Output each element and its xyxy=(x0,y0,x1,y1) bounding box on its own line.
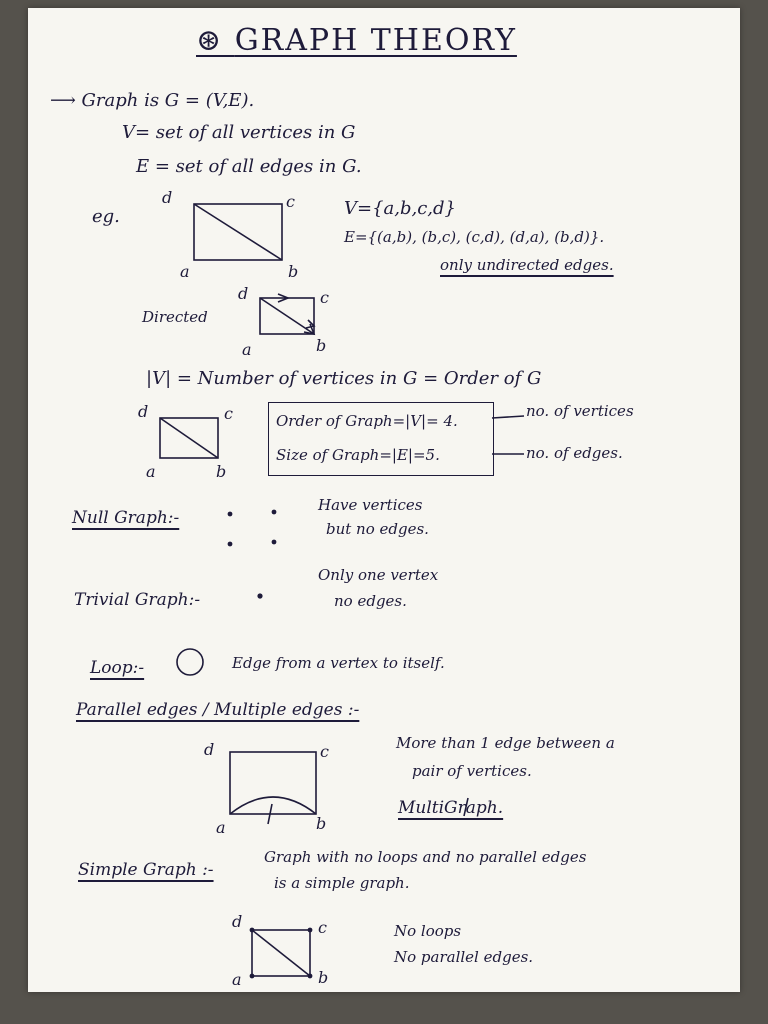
trivial-graph-label: Trivial Graph:- xyxy=(74,590,201,610)
parallel-desc-1: More than 1 edge between a xyxy=(396,734,615,752)
edge-set: E={(a,b), (b,c), (c,d), (d,a), (b,d)}. xyxy=(344,228,605,246)
vertex-label-d: d xyxy=(162,188,173,207)
vertex-label-d: d xyxy=(238,284,249,303)
null-graph-label: Null Graph:- xyxy=(72,508,180,528)
vertex-label-b: b xyxy=(316,336,327,355)
graph-definition: ⟶ Graph is G = (V,E). xyxy=(50,90,255,111)
vertex-set: V={a,b,c,d} xyxy=(344,198,457,219)
vertex-label-c: c xyxy=(318,918,327,937)
arrow-icon: ⟶ xyxy=(50,90,82,111)
vertex-label-c: c xyxy=(286,192,295,211)
parallel-edges-label: Parallel edges / Multiple edges :- xyxy=(76,700,360,720)
size-line: Size of Graph=|E|=5. xyxy=(276,446,440,464)
vertex-label-d: d xyxy=(232,912,243,931)
vertex-label-b: b xyxy=(316,814,327,833)
vertex-label-b: b xyxy=(216,462,227,481)
order-note: no. of vertices xyxy=(526,402,634,420)
simple-graph-desc-1: Graph with no loops and no parallel edges xyxy=(264,848,587,866)
trivial-graph-desc-1: Only one vertex xyxy=(318,566,439,584)
vertex-label-a: a xyxy=(216,818,226,837)
simple-graph-label: Simple Graph :- xyxy=(78,860,214,880)
vertex-label-a: a xyxy=(242,340,252,359)
order-definition: |V| = Number of vertices in G = Order of G xyxy=(146,368,542,389)
vertex-label-a: a xyxy=(180,262,190,281)
undirected-note: only undirected edges. xyxy=(440,256,614,274)
multigraph-label: MultiGraph. xyxy=(398,798,504,818)
loop-label: Loop:- xyxy=(90,658,145,678)
star-circle-icon: ⊛ xyxy=(196,23,235,58)
page-title: ⊛ GRAPH THEORY xyxy=(196,23,517,58)
edge-set-definition: E = set of all edges in G. xyxy=(136,156,362,177)
notebook-page xyxy=(28,8,740,992)
vertex-label-c: c xyxy=(320,288,329,307)
simple-note-1: No loops xyxy=(394,922,462,940)
vertex-label-c: c xyxy=(224,404,233,423)
order-line: Order of Graph=|V|= 4. xyxy=(276,412,458,430)
simple-note-2: No parallel edges. xyxy=(394,948,534,966)
vertex-label-d: d xyxy=(204,740,215,759)
directed-label: Directed xyxy=(142,308,208,326)
vertex-set-definition: V= set of all vertices in G xyxy=(122,122,356,143)
vertex-label-d: d xyxy=(138,402,149,421)
vertex-label-c: c xyxy=(320,742,329,761)
vertex-label-a: a xyxy=(232,970,242,989)
null-graph-desc-2: but no edges. xyxy=(326,520,429,538)
simple-graph-figure xyxy=(28,8,740,992)
simple-graph-desc-2: is a simple graph. xyxy=(274,874,410,892)
trivial-graph-desc-2: no edges. xyxy=(334,592,407,610)
parallel-desc-2: pair of vertices. xyxy=(412,762,532,780)
example-label: eg. xyxy=(92,206,120,227)
vertex-label-a: a xyxy=(146,462,156,481)
vertex-label-b: b xyxy=(318,968,329,987)
loop-desc: Edge from a vertex to itself. xyxy=(232,654,445,672)
vertex-label-b: b xyxy=(288,262,299,281)
size-note: no. of edges. xyxy=(526,444,623,462)
null-graph-desc-1: Have vertices xyxy=(318,496,423,514)
